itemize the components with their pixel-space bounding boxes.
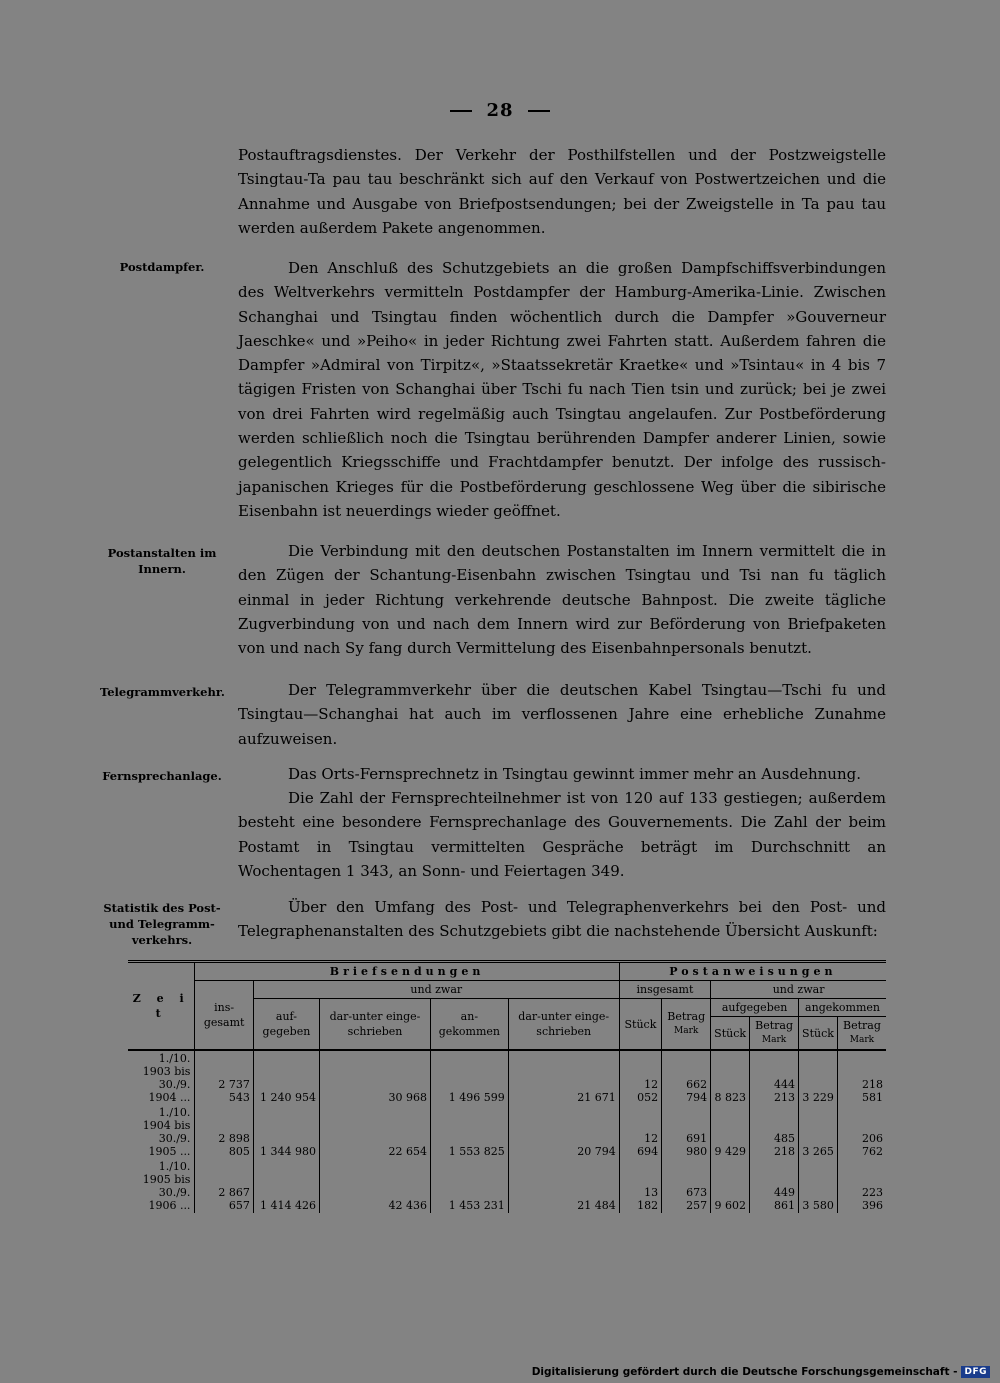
- table-cell: 673 257: [662, 1159, 711, 1213]
- paragraph-statistik: Über den Umfang des Post- und Telegraphenverkehrs bei den Post- und Telegraphenanstalten des Schutzgebiets gibt die nachstehende Übersicht Auskunft:: [238, 898, 886, 941]
- margin-note-statistik: Statistik des Post- und Telegramm-verkehrs.: [103, 901, 221, 947]
- header-stueck-angekommen: Stück: [799, 1017, 838, 1051]
- dfg-logo: DFG: [961, 1366, 990, 1378]
- table-cell: 22 654: [319, 1105, 430, 1159]
- table-cell: 206 762: [837, 1105, 886, 1159]
- table-cell: 21 671: [508, 1050, 619, 1105]
- header-und-zwar-pa: und zwar: [711, 981, 886, 999]
- period-cell: 1./10. 1903 bis 30./9. 1904 ...: [128, 1050, 195, 1105]
- margin-note-telegrammverkehr: Telegrammverkehr.: [100, 685, 225, 699]
- header-stueck-aufgegeben: Stück: [711, 1017, 750, 1051]
- footer-text: Digitalisierung gefördert durch die Deutsche Forschungsgemeinschaft -: [531, 1366, 958, 1378]
- table-cell: 485 218: [750, 1105, 799, 1159]
- table-row: [128, 1159, 886, 1213]
- table-cell: 9 602: [711, 1159, 750, 1213]
- table-cell: 21 484: [508, 1159, 619, 1213]
- table-cell: 2 737 543: [195, 1050, 253, 1105]
- table-row: [128, 1050, 886, 1105]
- period-cell: 1./10. 1904 bis 30./9. 1905 ...: [142, 1106, 191, 1158]
- paragraph-telegrammverkehr: Der Telegrammverkehr über die deutschen Kabel Tsingtau—Tschi fu und Tsingtau—Schanghai hat auch im verflossenen Jahre eine erhebliche Zunahme aufzuweisen.: [238, 681, 886, 748]
- header-betrag-angekommen: Betrag Mark: [837, 1017, 886, 1051]
- header-stueck-insgesamt: Stück: [619, 999, 661, 1051]
- header-postanweisungen: Postanweisungen: [619, 962, 886, 981]
- header-zeit: Z e i t: [128, 962, 195, 1051]
- table-cell: 9 429: [711, 1105, 750, 1159]
- table-cell: 8 823: [711, 1050, 750, 1105]
- paragraph-postdampfer: Den Anschluß des Schutzgebiets an die großen Dampfschiffsverbindungen des Weltverkehrs vermitteln Postdampfer der Hamburg-Amerika-Linie. Zwischen Schanghai und Tsingtau finden wöchentlich durch die Dampfer »Gouverneur Jaeschke« und »Peiho« in jeder Richtung zwei Fahrten statt. Außerdem fahren die Dampfer »Admiral von Tirpitz«, »Staatssekretär Kraetke« und »Tsintau« in 4 bis 7 tägigen Fristen von Schanghai über Tschi fu nach Tien tsin und zurück; bei je zwei von drei Fahrten wird regelmäßig auch Tsingtau angelaufen. Zur Postbeförderung werden schließlich noch die Tsingtau berührenden Dampfer anderer Linien, sowie gelegentlich Kriegsschiffe und Frachtdampfer benutzt. Der infolge des russisch-japanischen Krieges für die Postbeförderung geschlossene Weg über die sibirische Eisenbahn ist neuerdings wieder geöffnet.: [238, 259, 886, 520]
- period-cell: 1./10. 1905 bis 30./9. 1906 ...: [142, 1160, 191, 1212]
- header-und-zwar-brief: und zwar: [253, 981, 619, 999]
- page-number: 28: [0, 100, 1000, 121]
- margin-note-postdampfer: Postdampfer.: [119, 260, 205, 274]
- table-cell: 3 580: [799, 1159, 838, 1213]
- header-betrag-aufgegeben: Betrag Mark: [750, 1017, 799, 1051]
- table-cell: 691 980: [662, 1105, 711, 1159]
- table-cell: 223 396: [837, 1159, 886, 1213]
- table-cell: 1 453 231: [431, 1159, 509, 1213]
- table-cell: 1 344 980: [253, 1105, 319, 1159]
- table-cell: 1 553 825: [431, 1105, 509, 1159]
- table-cell: 449 861: [750, 1159, 799, 1213]
- table-cell: 662 794: [662, 1050, 711, 1105]
- table-cell: 218 581: [837, 1050, 886, 1105]
- table-cell: 12 694: [619, 1105, 661, 1159]
- table-cell: 2 867 657: [195, 1159, 253, 1213]
- margin-note-fernsprechanlage: Fernsprechanlage.: [102, 769, 222, 783]
- paragraph-fernsprechanlage: Das Orts-Fernsprechnetz in Tsingtau gewinnt immer mehr an Ausdehnung.: [288, 765, 861, 783]
- paragraph-fernsprechteilnehmer: Die Zahl der Fernsprechteilnehmer ist von 120 auf 133 gestiegen; außerdem besteht eine besondere Fernsprechanlage des Gouvernements. Die Zahl der beim Postamt in Tsingtau vermittelten Gespräche beträgt im Durchschnitt an Wochentagen 1 343, an Sonn- und Feiertagen 349.: [238, 789, 886, 880]
- header-insgesamt-pa: insgesamt: [619, 981, 710, 999]
- margin-note-postanstalten: Postanstalten im Innern.: [107, 546, 217, 576]
- header-angekommen-pa: angekommen: [799, 999, 886, 1017]
- table-cell: 1 414 426: [253, 1159, 319, 1213]
- paragraph-postanstalten: Die Verbindung mit den deutschen Postanstalten im Innern vermittelt die in den Zügen der Schantung-Eisenbahn zwischen Tsingtau und Tsi nan fu täglich einmal in jeder Richtung verkehrende deutsche Bahnpost. Die zweite tägliche Zugverbindung von und nach dem Innern wird zur Beförderung von Briefpaketen von und nach Sy fang durch Vermittelung des Eisenbahnpersonals benutzt.: [238, 542, 886, 658]
- table-cell: 12 052: [619, 1050, 661, 1105]
- header-angekommen: an-gekommen: [431, 999, 509, 1051]
- header-aufgegeben-pa: aufgegeben: [711, 999, 799, 1017]
- table-cell: 30 968: [319, 1050, 430, 1105]
- header-briefsendungen: Briefsendungen: [195, 962, 619, 981]
- paragraph-postauftrag: Postauftragsdienstes. Der Verkehr der Posthilfstellen und der Postzweigstelle Tsingtau-Ta pau tau beschränkt sich auf den Verkauf von Postwertzeichen und die Annahme und Ausgabe von Briefpostsendungen; bei der Zweigstelle in Ta pau tau werden außerdem Pakete angenommen.: [238, 146, 886, 237]
- table-cell: 13 182: [619, 1159, 661, 1213]
- table-cell: 3 229: [799, 1050, 838, 1105]
- table-cell: 1 240 954: [253, 1050, 319, 1105]
- header-darunter-eingeschrieben-1: dar-unter einge-schrieben: [319, 999, 430, 1051]
- header-insgesamt-brief: ins-gesamt: [195, 981, 253, 1051]
- header-aufgegeben: auf-gegeben: [253, 999, 319, 1051]
- table-cell: 20 794: [508, 1105, 619, 1159]
- table-cell: 444 213: [750, 1050, 799, 1105]
- header-darunter-eingeschrieben-2: dar-unter einge-schrieben: [508, 999, 619, 1051]
- table-cell: 42 436: [319, 1159, 430, 1213]
- statistics-table: [128, 960, 886, 1213]
- table-row: [128, 1105, 886, 1159]
- header-betrag-insgesamt: Betrag Mark: [662, 999, 711, 1051]
- table-cell: 2 898 805: [195, 1105, 253, 1159]
- table-cell: 1 496 599: [431, 1050, 509, 1105]
- footer-credit: [532, 1364, 990, 1380]
- table-cell: 3 265: [799, 1105, 838, 1159]
